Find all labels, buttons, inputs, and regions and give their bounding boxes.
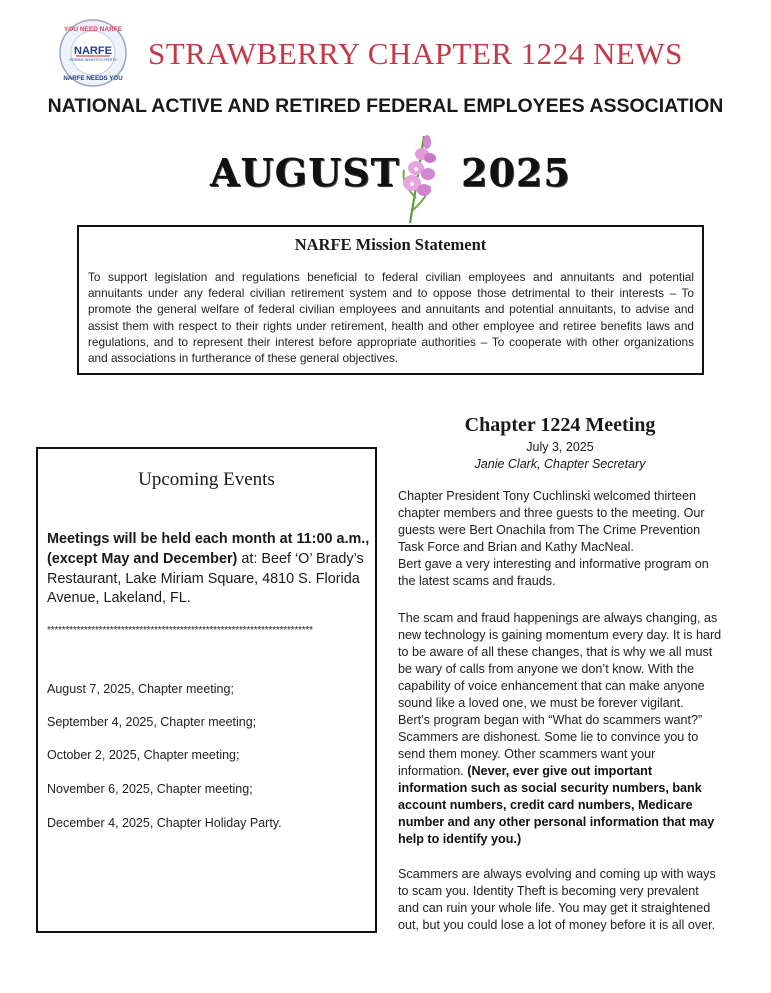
article-paragraph [398,866,723,934]
meetings-notice-location: at: Beef ‘O’ Brady’s Restaurant, Lake Miriam Square, 4810 S. Florida Avenue, Lakeland, FL. [47,550,364,607]
event-item: December 4, 2025, Chapter Holiday Party. [47,816,282,830]
newsletter-title: STRAWBERRY CHAPTER 1224 NEWS [148,36,683,71]
article-author: Janie Clark, Chapter Secretary [474,457,646,471]
mission-text: To support legislation and regulations beneficial to federal civilian employees and annuitants and potential annuitants under any federal civilian retirement system and to oppose those detrimental to their interests – To promote the general welfare of federal civilian employees and annuitants and potential annuitants, to advise and assist them with respect to their rights under retirement, health and other employee and retiree benefits laws and regulations, and to represent their interest before appropriate authorities – To cooperate with other organizations and associations in furtherance of these general objectives. [88,270,694,366]
event-item: November 6, 2025, Chapter meeting; [47,782,253,796]
narfe-seal-icon [58,18,128,88]
paragraph-text: Chapter President Tony Cuchlinski welcomed thirteen chapter members and three guests to the meeting. Our guests were Bert Onachila from The Crime Prevention Task Force and Brian and Kathy MacNeal. [398,489,705,554]
divider: ************************************************************************ [47,625,313,636]
event-item: September 4, 2025, Chapter meeting; [47,715,257,729]
article-heading: Chapter 1224 Meeting [464,414,656,436]
events-title: Upcoming Events [138,469,275,490]
gladiolus-flower-icon [380,128,460,228]
event-item: August 7, 2025, Chapter meeting; [47,682,234,696]
article-paragraph [398,610,723,848]
logo-bottom-text: NARFE NEEDS YOU [63,75,123,82]
logo-center-text: NARFE [74,45,112,57]
meetings-notice [47,530,371,609]
paragraph-text: The scam and fraud happenings are always changing, as new technology is gaining momentum every day. It is hard to be aware of all these changes, that is why we all must be wary of calls from anyone we don’t know. With the capability of voice enhancement that can make anyone sound like a loved one, we must be forever vigilant. [398,611,722,710]
article-date: July 3, 2025 [526,440,594,454]
issue-year: 2025 [461,150,571,195]
event-item: October 2, 2025, Chapter meeting; [47,748,240,762]
mission-statement-box [77,225,704,375]
logo-sub-text: FEDERAL BENEFITS EXPERTS [69,58,117,62]
mission-title: NARFE Mission Statement [294,235,487,254]
paragraph-text: Bert gave a very interesting and informative program on the latest scams and frauds. [398,557,709,588]
issue-month: AUGUST [210,150,400,195]
upcoming-events-box [36,447,377,933]
article-paragraph [398,488,723,590]
logo-top-text: YOU NEED NARFE [63,26,123,33]
association-name: NATIONAL ACTIVE AND RETIRED FEDERAL EMPLOYEES ASSOCIATION [47,95,724,117]
warning-text: (Never, ever give out important information such as social security numbers, bank account numbers, credit card numbers, Medicare number and any other personal information that may help to identify you.) [398,764,715,846]
paragraph-text: Scammers are always evolving and coming up with ways to scam you. Identity Theft is becoming very prevalent and can ruin your whole life. You may get it straightened out, but you could lose a lot of money before it is all over. [398,867,716,932]
meetings-notice-bold: Meetings will be held each month at 11:00 a.m., (except May and December) [47,531,370,567]
paragraph-text: Bert’s program began with “What do scammers want?” Scammers are dishonest. Some lie to convince you to send them money. Other scammers want your information. [398,713,703,778]
